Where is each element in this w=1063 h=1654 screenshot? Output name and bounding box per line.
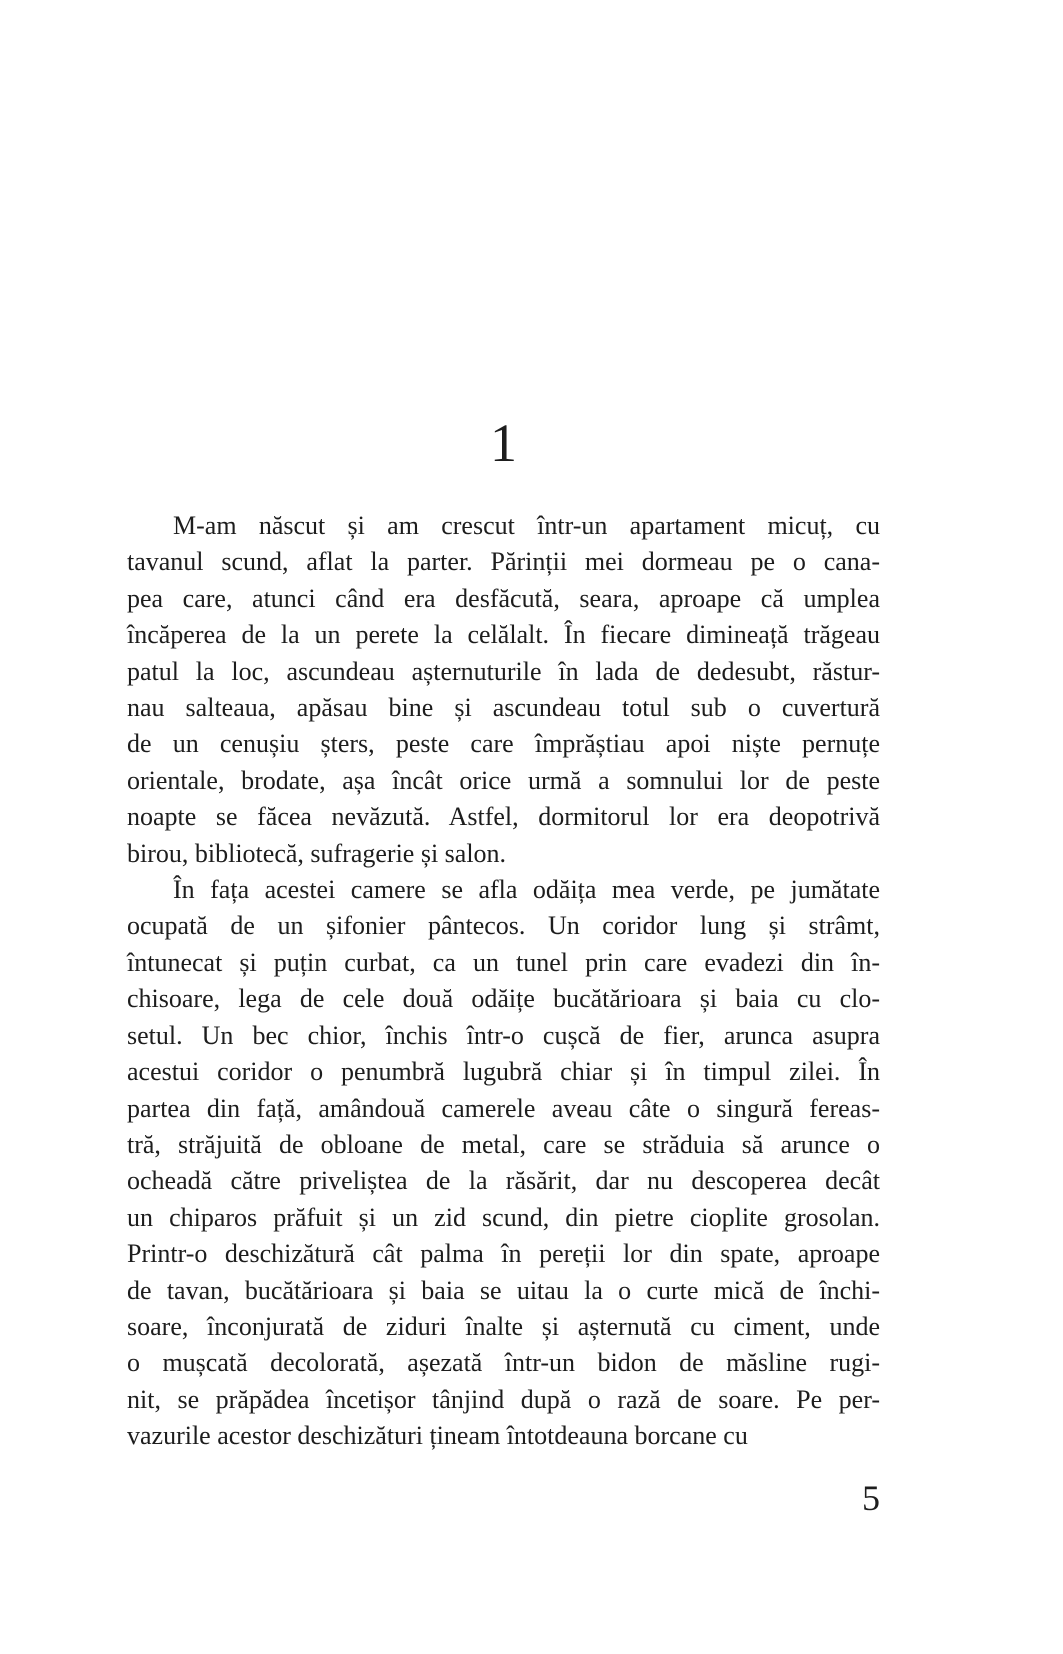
text-line: chisoare, lega de cele două odăițe bucătărioara și baia cu clo- <box>127 984 880 1014</box>
text-line: partea din față, amândouă camerele aveau câte o singură fereas- <box>127 1093 880 1123</box>
text-line: nau salteaua, apăsau bine și ascundeau totul sub o cuvertură <box>127 693 880 723</box>
text-line: acestui coridor o penumbră lugubră chiar și în timpul zilei. În <box>127 1057 880 1087</box>
text-line: patul la loc, ascundeau așternuturile în lada de dedesubt, răstur- <box>127 656 880 686</box>
text-block <box>127 508 880 1455</box>
text-line: un chiparos prăfuit și un zid scund, din pietre cioplite grosolan. <box>127 1202 880 1232</box>
text-line: Printr-o deschizătură cât palma în pereții lor din spate, aproape <box>127 1239 880 1269</box>
chapter-number: 1 <box>490 413 517 473</box>
text-line: încăperea de la un perete la celălalt. În fiecare dimineață trăgeau <box>127 620 880 650</box>
text-line: tavanul scund, aflat la parter. Părinții mei dormeau pe o cana- <box>127 547 880 577</box>
text-line: În fața acestei camere se afla odăița mea verde, pe jumătate <box>173 875 880 905</box>
text-line: de un cenușiu șters, peste care împrăștiau apoi niște pernuțe <box>127 729 880 759</box>
page-number: 5 <box>862 1478 880 1518</box>
text-line: vazurile acestor deschizături țineam întotdeauna borcane cu <box>127 1421 748 1451</box>
text-line: ocupată de un șifonier pântecos. Un coridor lung și strâmt, <box>127 911 880 941</box>
text-line: M-am născut și am crescut într-un apartament micuț, cu <box>173 511 880 540</box>
text-line: întunecat și puțin curbat, ca un tunel prin care evadezi din în- <box>127 947 880 977</box>
text-line: birou, bibliotecă, sufragerie și salon. <box>127 838 507 868</box>
text-line: nit, se prăpădea încetișor tânjind după o rază de soare. Pe per- <box>127 1384 880 1414</box>
text-line: ocheadă către priveliștea de la răsărit, dar nu descoperea decât <box>127 1166 880 1196</box>
text-line: soare, înconjurată de ziduri înalte și așternută cu ciment, unde <box>127 1311 880 1341</box>
text-line: noapte se făcea nevăzută. Astfel, dormitorul lor era deopotrivă <box>127 802 880 832</box>
text-line: tră, străjuită de obloane de metal, care se străduia să arunce o <box>127 1129 880 1159</box>
text-line: o mușcată decolorată, așezată într-un bidon de măsline rugi- <box>127 1348 880 1378</box>
text-line: setul. Un bec chior, închis într-o cușcă de fier, arunca asupra <box>127 1020 880 1050</box>
text-line: orientale, brodate, așa încât orice urmă a somnului lor de peste <box>127 765 880 795</box>
text-line: pea care, atunci când era desfăcută, seara, aproape că umplea <box>127 583 880 613</box>
text-line: de tavan, bucătărioara și baia se uitau la o curte mică de închi- <box>127 1275 880 1305</box>
